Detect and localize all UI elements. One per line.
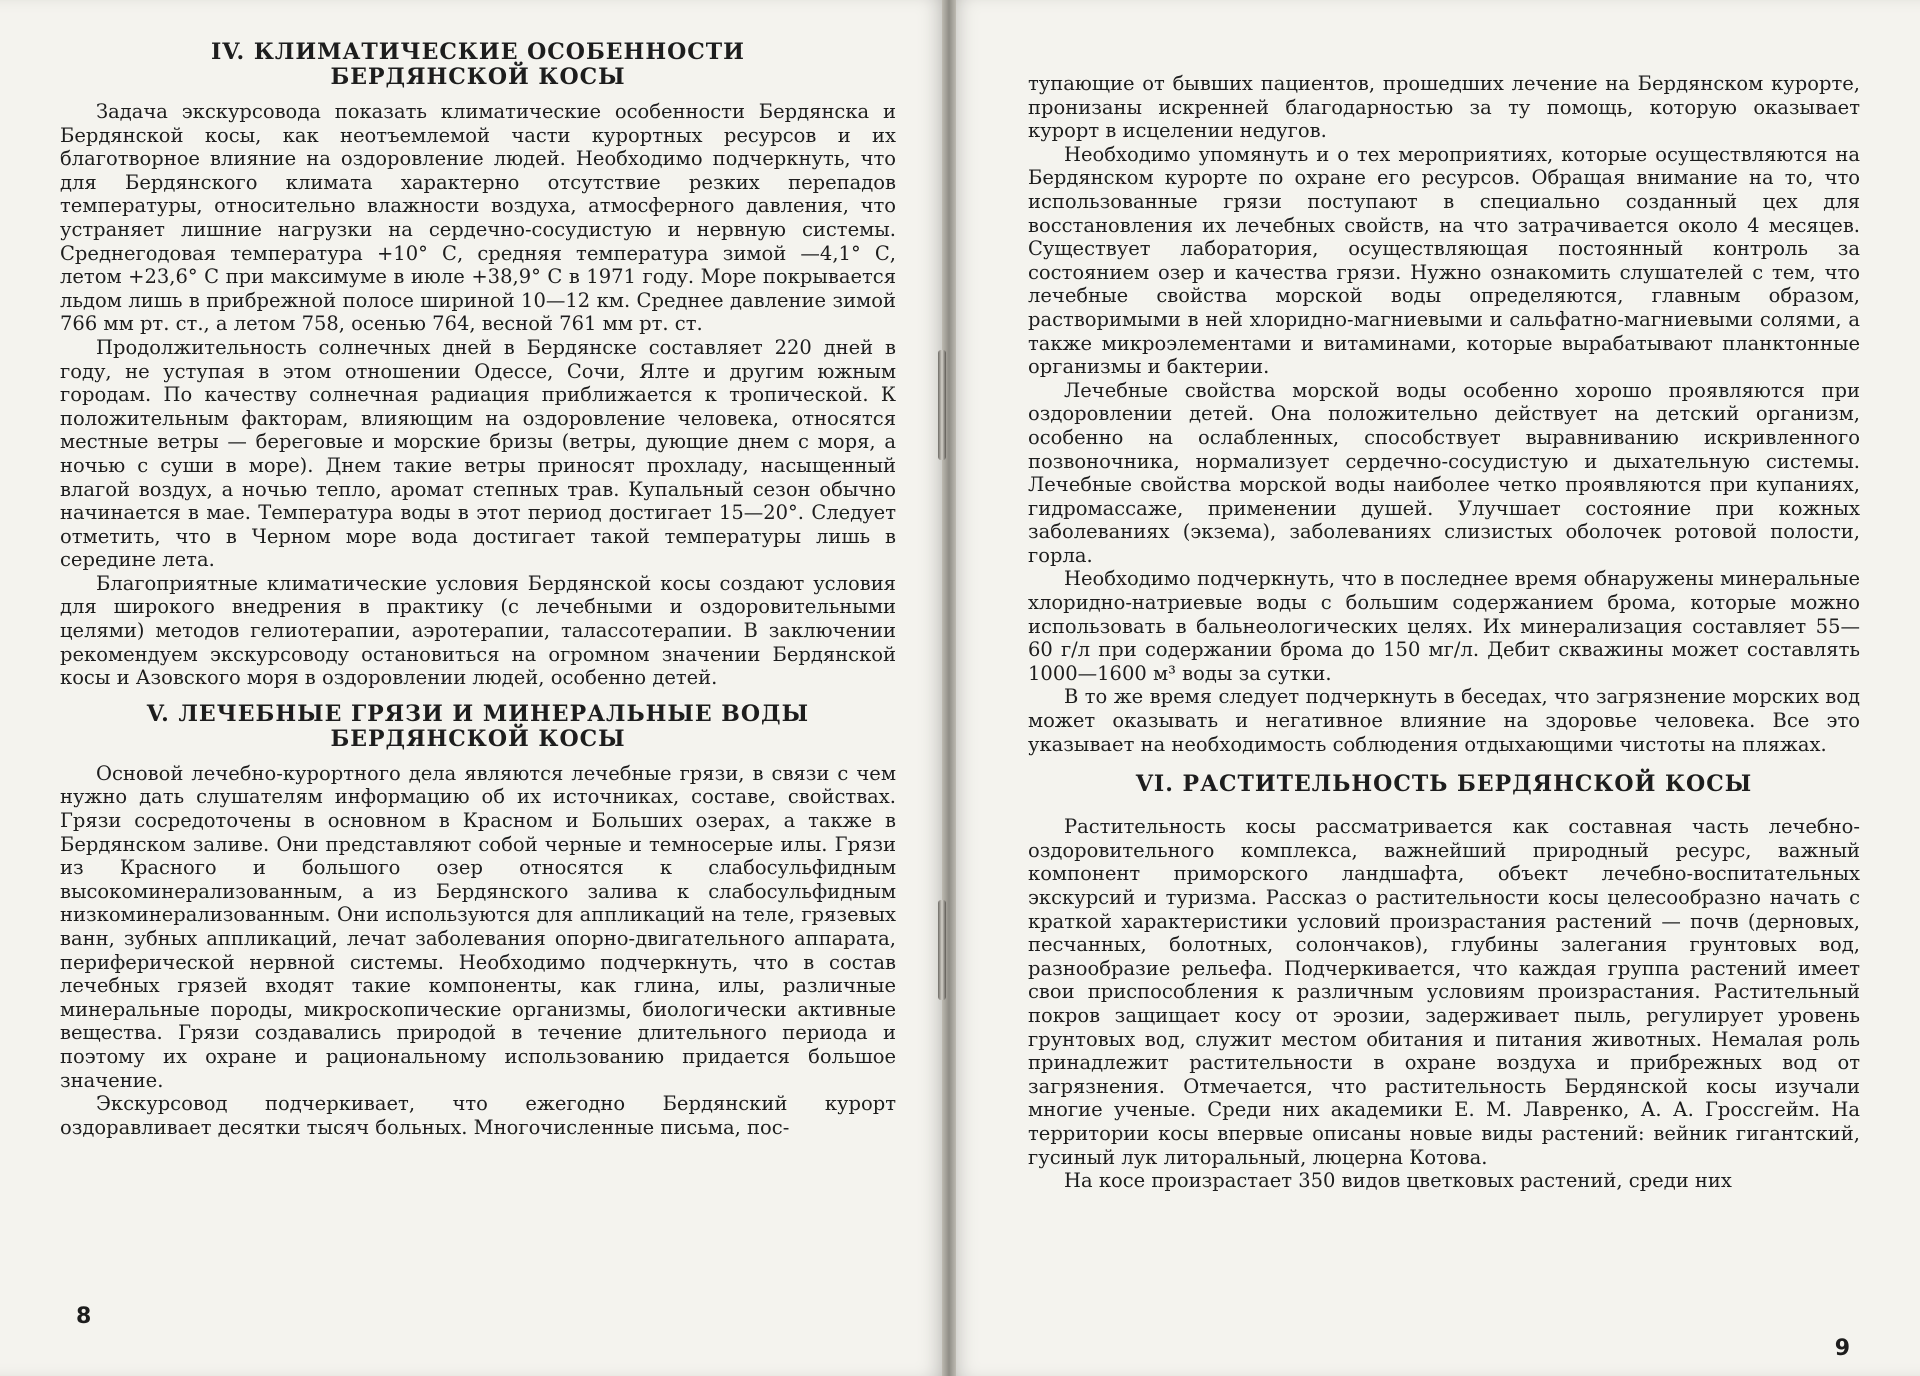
paragraph: Задача экскурсовода показать климатические особенности Бердянска и Бердянской косы, как неотъемлемой части курортных ресурсов и их благотворное влияние на оздоровление людей. Необходимо подчеркнуть, что для Бердянского климата характерно отсутствие резких перепадов температуры, относительно влажности воздуха, атмосферного давления, что устраняет лишние нагрузки на сердечно-сосудистую и нервную системы. Среднегодовая температура +10° С, средняя температура зимой —4,1° С, летом +23,6° С при максимуме в июле +38,9° С в 1971 году. Море покрывается льдом лишь в прибрежной полосе шириной 10—12 км. Среднее давление зимой 766 мм рт. ст., а летом 758, осенью 764, весной 761 мм рт. ст. — [60, 100, 896, 336]
paragraph: Необходимо упомянуть и о тех мероприятиях, которые осуществляются на Бердянском курорте по охране его ресурсов. Обращая внимание на то, что использованные грязи поступают в специально созданный цех для восстановления их лечебных свойств, на что затрачивается около 4 месяцев. Существует лаборатория, осуществляющая постоянный контроль за состоянием озер и качества грязи. Нужно ознакомить слушателей с тем, что лечебные свойства морской воды определяются, главным образом, растворимыми в ней хлоридно-магниевыми и сальфатно-магниевыми солями, а также микроэлементами и витаминами, которые вырабатывают планктонные организмы и бактерии. — [1028, 142, 1860, 379]
binding-gutter — [942, 0, 956, 1376]
section-4-heading — [60, 40, 896, 90]
right-page — [948, 0, 1920, 1376]
section-5-heading — [60, 702, 896, 752]
paragraph: Экскурсовод подчеркивает, что ежегодно Бердянский курорт оздоравливает десятки тысяч больных. Многочисленные письма, пос- — [60, 1092, 896, 1139]
paragraph: Лечебные свойства морской воды особенно хорошо проявляются при оздоровлении детей. Она положительно действует на детский организм, особенно на ослабленных, способствует выравниванию искривленного позвоночника, нормализует сердечно-сосудистую и дыхательную системы. Лечебные свойства морской воды наиболее четко проявляются при купаниях, гидромассаже, применении душей. Улучшает состояние при кожных заболеваниях (экзема), заболеваниях слизистых оболочек ротовой полости, горла. — [1028, 378, 1860, 567]
staple — [938, 900, 946, 1000]
paragraph: Основой лечебно-курортного дела являются лечебные грязи, в связи с чем нужно дать слушателям информацию об их источниках, составе, свойствах. Грязи сосредоточены в основном в Красном и Больших озерах, а также в Бердянском заливе. Они представляют собой черные и темносерые илы. Грязи из Красного и большого озер относятся к слабосульфидным высокоминерализованным, а из Бердянского залива к слабосульфидным низкоминерализованным. Они используются для аппликаций на теле, грязевых ванн, зубных аппликаций, лечат заболевания опорно-двигательного аппарата, периферической нервной системы. Необходимо подчеркнуть, что в состав лечебных грязей входят такие компоненты, как глина, илы, различные минеральные породы, микроскопические организмы, биологически активные вещества. Грязи создавались природой в течение длительного периода и поэтому их охране и рациональному использованию придается большое значение. — [60, 761, 896, 1092]
left-page — [0, 0, 948, 1376]
section-4-title-line2: БЕРДЯНСКОЙ КОСЫ — [330, 64, 626, 90]
staple — [938, 350, 946, 460]
section-4-title-line1: IV. КЛИМАТИЧЕСКИЕ ОСОБЕННОСТИ — [211, 39, 745, 65]
section-6-title: VI. РАСТИТЕЛЬНОСТЬ БЕРДЯНСКОЙ КОСЫ — [1135, 771, 1753, 798]
section-5-title-line2: БЕРДЯНСКОЙ КОСЫ — [330, 725, 626, 752]
paragraph: На косе произрастает 350 видов цветковых растений, среди них — [1064, 1169, 1732, 1193]
section-5-title-line1: V. ЛЕЧЕБНЫЕ ГРЯЗИ И МИНЕРАЛЬНЫЕ ВОДЫ — [146, 700, 810, 727]
paragraph: тупающие от бывших пациентов, прошедших лечение на Бердянском курорте, пронизаны искренней благодарностью за ту помощь, которую оказывает курорт в исцелении недугов. — [1028, 72, 1860, 143]
paragraph: Необходимо подчеркнуть, что в последнее время обнаружены минеральные хлоридно-натриевые воды с большим содержанием брома, которые можно использовать в бальнеологических целях. Их минерализация составляет 55—60 г/л при содержании брома до 150 мг/л. Дебит скважины может составлять 1000—1600 м³ воды за сутки. — [1028, 567, 1860, 685]
page-number: 8 — [76, 1304, 92, 1329]
paragraph: Растительность косы рассматривается как составная часть лечебно-оздоровительного комплекса, важнейший природный ресурс, важный компонент приморского ландшафта, объект лечебно-воспитательных экскурсий и туризма. Рассказ о растительности косы целесообразно начать с краткой характеристики условий произрастания растений — почв (дерновых, песчанных, болотных, солончаков), глубины залегания грунтовых вод, разнообразие рельефа. Подчеркивается, что каждая группа растений имеет свои приспособления к различным условиям произрастания. Растительный покров защищает косу от эрозии, задерживает пыль, регулирует уровень грунтовых вод, служит местом обитания и питания животных. Немалая роль принадлежит растительности в охране воздуха и прибрежных вод от загрязнения. Отмечается, что растительность Бердянской косы изучали многие ученые. Среди них академики Е. М. Лавренко, А. А. Гроссгейм. На территории косы впервые описаны новые виды растений: вейник гигантский, гусиный лук литоральный, люцерна Котова. — [1028, 815, 1860, 1169]
paragraph: Благоприятные климатические условия Бердянской косы создают условия для широкого внедрения в практику (с лечебными и оздоровительными целями) методов гелиотерапии, аэротерапии, талассотерапии. В заключении рекомендуем экскурсоводу остановиться на огромном значении Бердянской косы и Азовского моря в оздоровлении людей, особенно детей. — [60, 571, 896, 690]
page-number: 9 — [1834, 1336, 1850, 1361]
paragraph: В то же время следует подчеркнуть в беседах, что загрязнение морских вод может оказывать и негативное влияние на здоровье человека. Все это указывает на необходимость соблюдения отдыхающими чистоты на пляжах. — [1028, 685, 1860, 756]
section-6-heading — [1028, 772, 1860, 797]
paragraph: Продолжительность солнечных дней в Бердянске составляет 220 дней в году, не уступая в этом отношении Одессе, Сочи, Ялте и другим южным городам. По качеству солнечная радиация приближается к тропической. К положительным факторам, влияющим на оздоровление человека, относятся местные ветры — береговые и морские бризы (ветры, дующие днем с моря, а ночью с суши в море). Днем такие ветры приносят прохладу, насыщенный влагой воздух, а ночью тепло, аромат степных трав. Купальный сезон обычно начинается в мае. Температура воды в этот период достигает 15—20°. Следует отметить, что в Черном море вода достигает такой температуры лишь в середине лета. — [60, 335, 896, 572]
